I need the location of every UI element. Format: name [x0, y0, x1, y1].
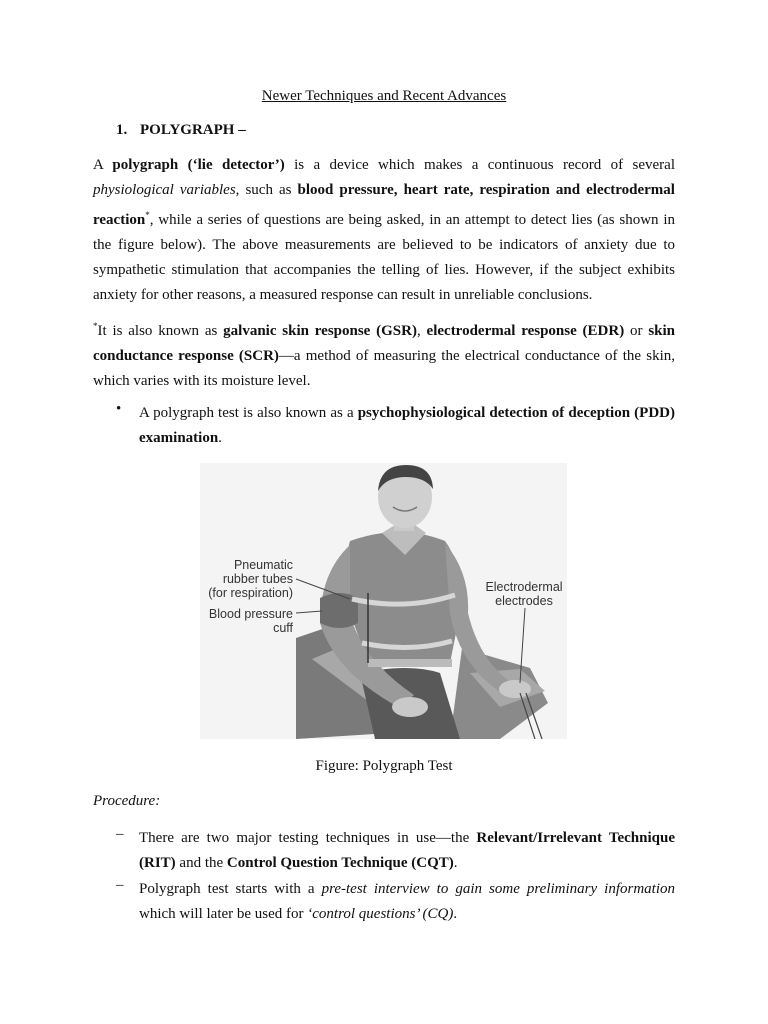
bullet-icon: • — [116, 401, 122, 417]
bullet-item: • A polygraph test is also known as a psychophysiological detection of deception (PDD) examination. — [116, 401, 675, 446]
dash-icon: – — [116, 877, 124, 893]
document-title: Newer Techniques and Recent Advances — [261, 88, 507, 104]
label-edr-line2: electrodes — [495, 594, 553, 608]
figure-caption: Figure: Polygraph Test — [315, 758, 453, 774]
label-pneumatic-line3: (for respiration) — [208, 586, 293, 600]
section-heading — [116, 122, 246, 139]
left-hand — [392, 697, 428, 717]
label-pneumatic-line1: Pneumatic — [233, 558, 293, 572]
section-number: 1. — [116, 122, 128, 138]
section-label: POLYGRAPH – — [140, 122, 246, 138]
procedure-item: – There are two major testing techniques in use—the Relevant/Irrelevant Technique (RIT) and the Control Question Technique (CQT). — [116, 826, 676, 871]
footnote-paragraph: *It is also known as galvanic skin response (GSR), electrodermal response (EDR) or skin conductance response (SCR)—a method of measuring the electrical conductance of the skin, which varies with its moisture level. — [93, 321, 676, 389]
label-bp-line1: Blood pressure — [208, 607, 293, 621]
procedure-item: – Polygraph test starts with a pre-test interview to gain some preliminary information which will later be used for ‘control questions’ (CQ). — [116, 877, 676, 922]
label-edr-line1: Electrodermal — [485, 580, 563, 594]
procedure-heading: Procedure: — [93, 793, 161, 809]
polygraph-figure — [200, 463, 567, 739]
polygraph-definition-paragraph: A polygraph (‘lie detector’) is a device which makes a continuous record of several physiological variables, such as blood pressure, heart rate, respiration and electrodermal reaction*, while a series of questions are being asked, in an attempt to detect lies (as shown in the figure below). The above measurements are believed to be indicators of anxiety due to sympathetic stimulation that accompanies the telling of lies. However, if the subject exhibits anxiety for other reasons, a measured response can result in unreliable conclusions. — [93, 157, 675, 303]
label-bp-line2: cuff — [273, 621, 293, 635]
dash-icon: – — [116, 826, 124, 842]
label-pneumatic-line2: rubber tubes — [222, 572, 293, 586]
